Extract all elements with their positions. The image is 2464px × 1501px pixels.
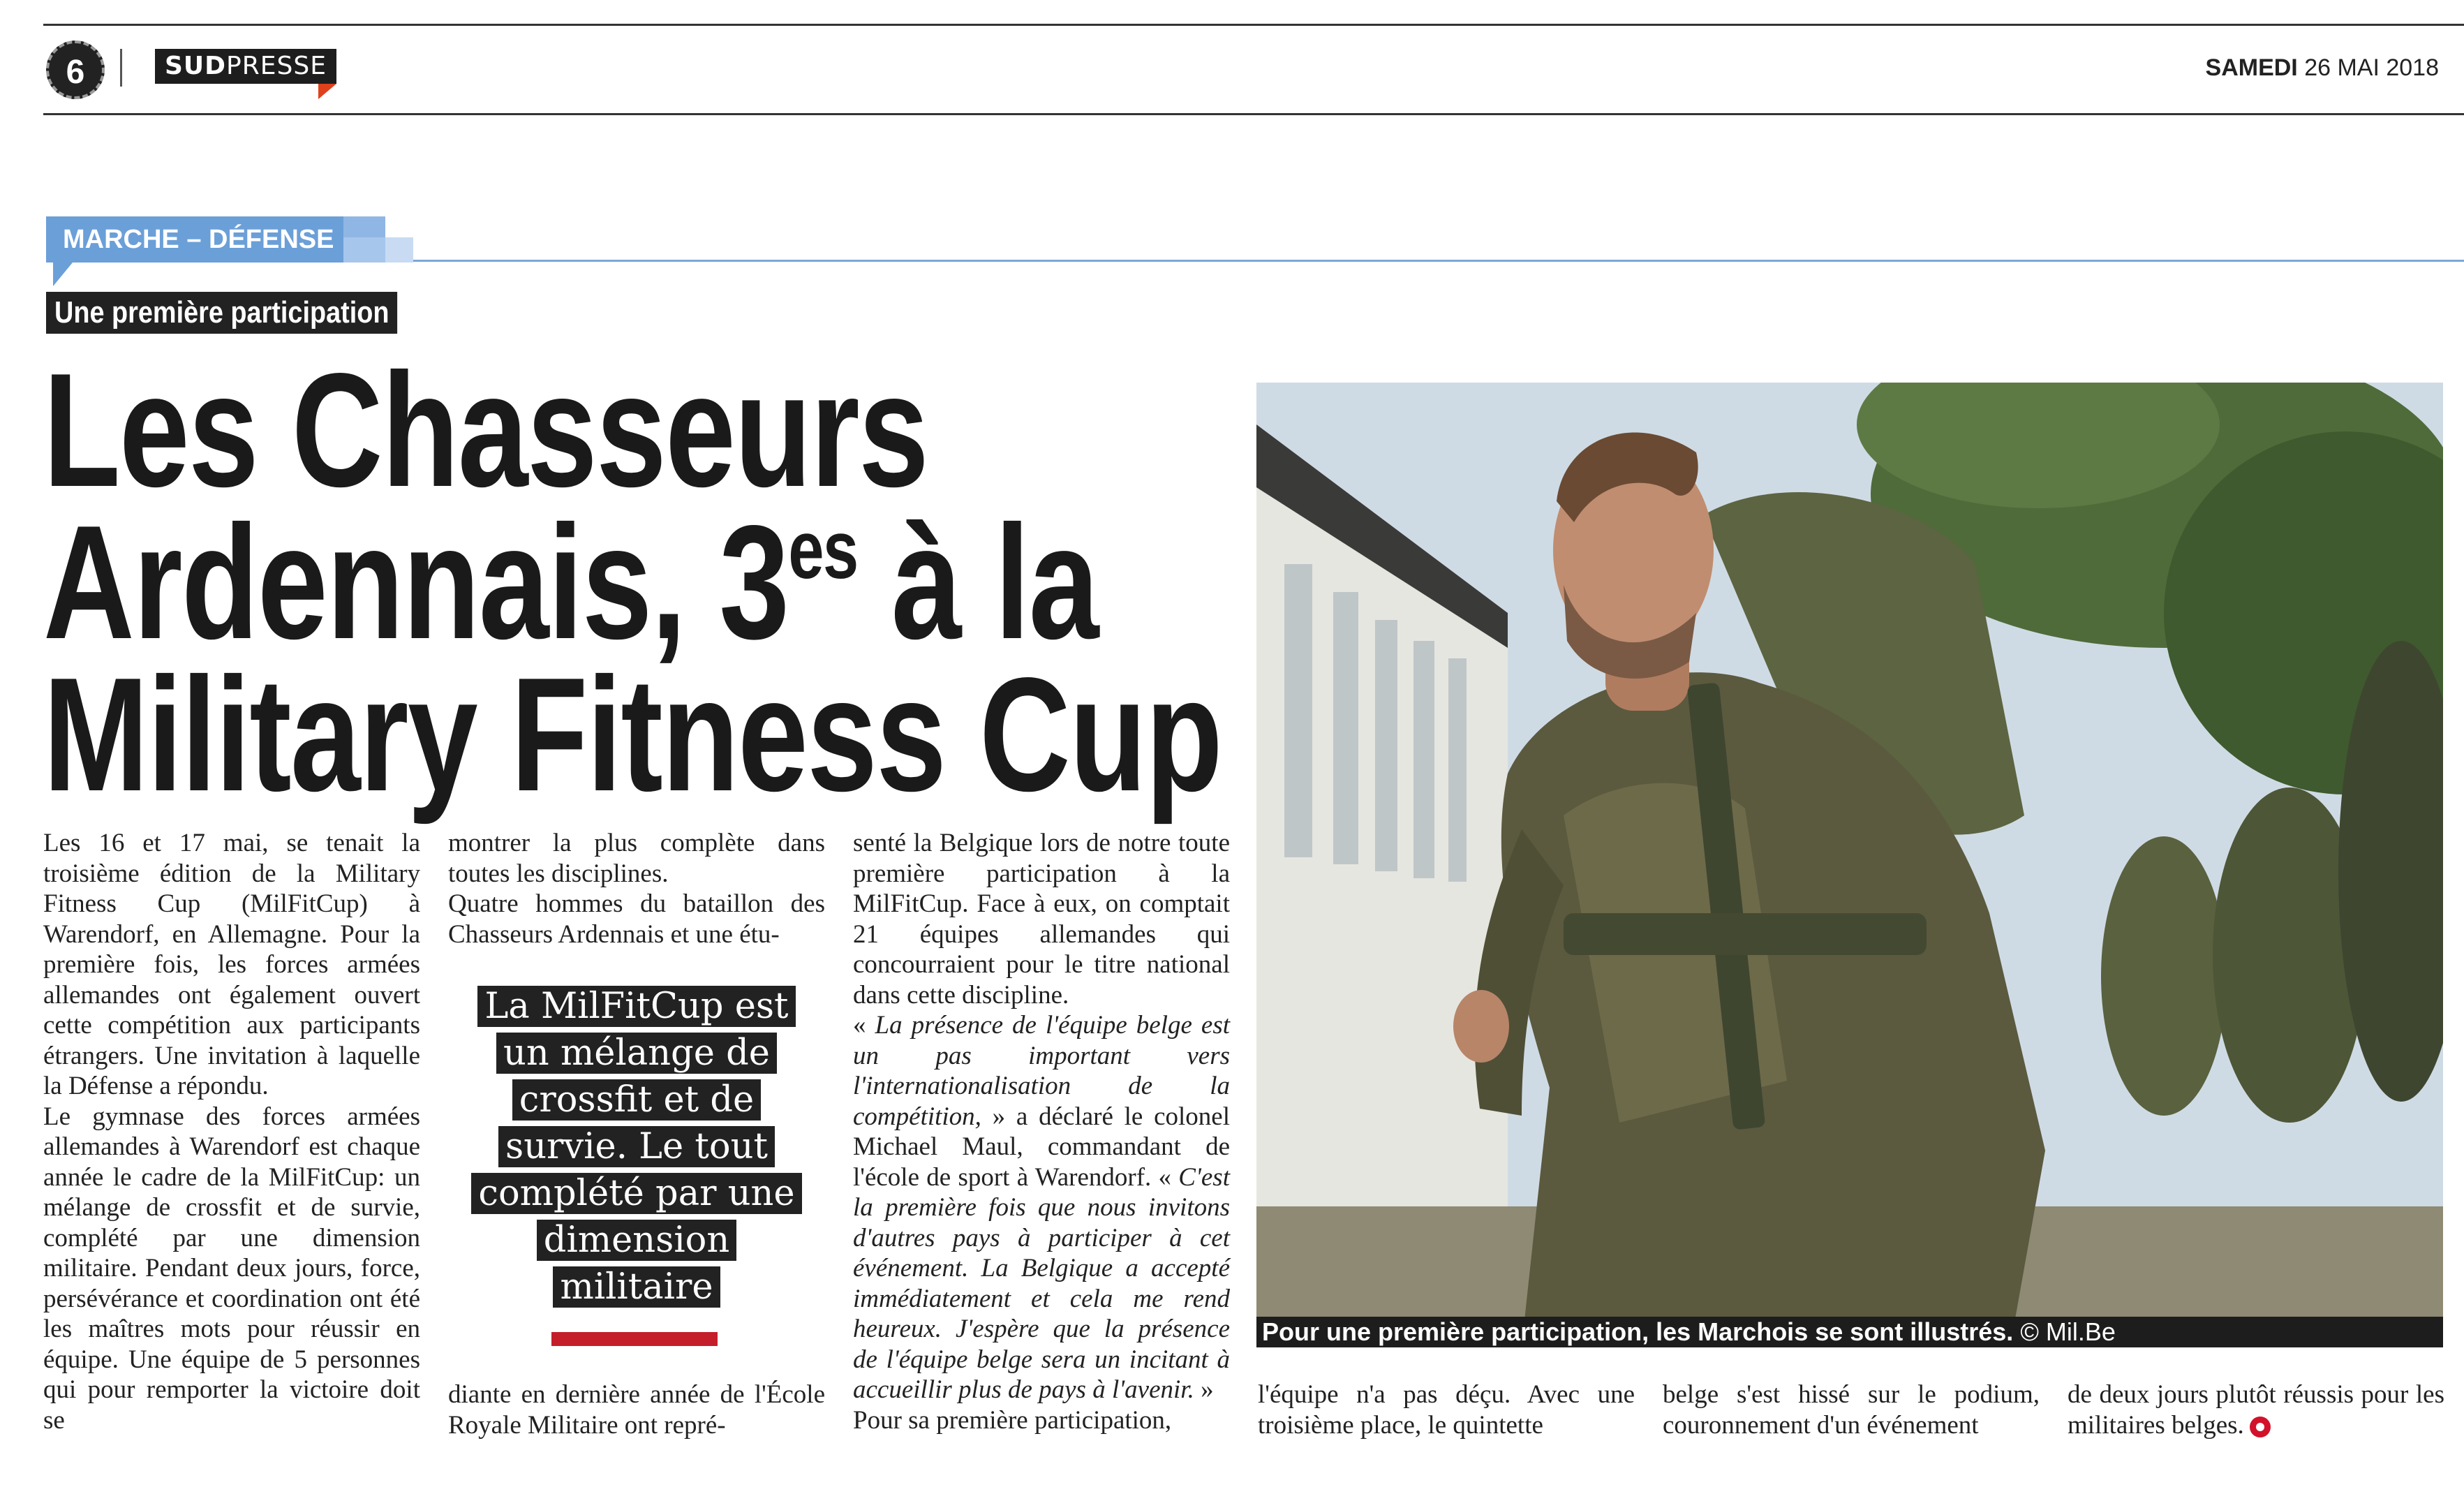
- header-top-rule: [43, 24, 2464, 26]
- section-pixel-decoration: [343, 216, 385, 237]
- brand-logo: [155, 49, 336, 84]
- issue-date: [2206, 54, 2439, 82]
- section-tag: MARCHE – DÉFENSE: [46, 216, 351, 263]
- headline: [43, 340, 1241, 825]
- brand-logo-rest: PRESSE: [226, 52, 327, 80]
- photo-illustration: [1256, 383, 2443, 1346]
- headline-line-2b: à la: [857, 492, 1098, 673]
- photo-caption: [1256, 1317, 2443, 1347]
- page-number-badge: 6: [46, 40, 105, 99]
- pull-quote-accent-bar: [551, 1332, 718, 1346]
- section-tag-tail: [53, 263, 73, 286]
- headline-line-3: Military Fitness Cup: [43, 644, 1222, 825]
- pull-quote-line: complété par une: [471, 1173, 801, 1214]
- issue-date-rest: 26 MAI 2018: [2297, 54, 2439, 81]
- section-pixel-decoration: [385, 237, 413, 263]
- article-column-2: [448, 828, 825, 949]
- brand-logo-bold: SUD: [165, 52, 227, 80]
- quote-text: La présence de l'équipe belge est un pas important vers l'internationalisation de la compétition,: [853, 1011, 1231, 1131]
- article-column-2-bottom: diante en dernière année de l'École Royale Militaire ont repré-: [448, 1380, 825, 1440]
- photo-caption-text: Pour une première participation, les Marchois se sont illustrés.: [1262, 1317, 2014, 1346]
- body-paragraph: Le gymnase des forces armées allemandes à Warendorf est chaque année le cadre de la MilFitCup: un mélange de crossfit et de survie, complété par une dimension militaire. Pendant deux jours, force, persévérance et coordination ont été les maîtres mots pour réussir en équipe. Une équipe de 5 personnes qui pour remporter la victoire doit se: [43, 1102, 420, 1435]
- kicker: Une première participation: [46, 292, 398, 334]
- section-pixel-decoration: [343, 237, 385, 263]
- quote-mark: »: [1194, 1375, 1214, 1404]
- article-column-4: l'équipe n'a pas déçu. Avec une troisième place, le quintette: [1258, 1380, 1635, 1440]
- body-paragraph: Pour sa première participation,: [853, 1405, 1172, 1435]
- body-paragraph: senté la Belgique lors de notre toute première participation à la MilFitCup. Face à eux, on comptait 21 équipes allemandes qui concourraient pour le titre national dans cette discipline.: [853, 829, 1230, 1010]
- article-column-3: [853, 828, 1230, 1435]
- pull-quote: [448, 983, 825, 1310]
- body-paragraph: montrer la plus complète dans toutes les disciplines.: [448, 829, 825, 888]
- pull-quote-line: La MilFitCup est: [477, 986, 795, 1027]
- pull-quote-line: un mélange de: [496, 1033, 777, 1074]
- headline-superscript: es: [788, 504, 858, 596]
- headline-line-1: Les Chasseurs: [43, 340, 928, 521]
- quote-text: C'est la première fois que nous invitons d'autres pays à participer à cet événement. La Belgique a accepté immédiatement et cela me rend heureux. J'espère que la présence de l'équipe belge sera un incitant à accueillir plus de pays à l'avenir.: [853, 1162, 1230, 1404]
- quote-attribution: » a déclaré le colonel Michael Maul, commandant de l'école de sport à Warendorf. «: [853, 1102, 1230, 1192]
- quote-paragraph: [853, 1010, 1230, 1405]
- body-paragraph: de deux jours plutôt réussis pour les militaires belges.: [2068, 1380, 2444, 1440]
- pull-quote-line: militaire: [553, 1266, 720, 1308]
- photo-credit: © Mil.Be: [2013, 1317, 2116, 1346]
- pull-quote-line: survie. Le tout: [498, 1126, 775, 1167]
- quote-mark: «: [853, 1011, 875, 1040]
- header-separator: [120, 49, 122, 87]
- article-column-6: [2068, 1380, 2444, 1440]
- headline-line-2a: Ardennais, 3: [43, 492, 789, 673]
- end-of-article-icon: [2250, 1417, 2271, 1437]
- issue-date-day: SAMEDI: [2205, 54, 2298, 81]
- body-paragraph: Les 16 et 17 mai, se tenait la troisième édition de la Military Fitness Cup (MilFitCup) à Warendorf, en Allemagne. Pour la première fois, les forces armées allemandes ont également ouvert cette compétition aux participants étrangers. Une invitation à laquelle la Défense a répondu.: [43, 829, 420, 1100]
- pull-quote-line: crossfit et de: [512, 1079, 761, 1121]
- article-column-1: [43, 828, 420, 1435]
- article-column-5: belge s'est hissé sur le podium, couronnement d'un événement: [1663, 1380, 2040, 1440]
- brand-logo-triangle-icon: [318, 84, 336, 99]
- pull-quote-line: dimension: [537, 1220, 736, 1261]
- header-bottom-rule: [43, 113, 2464, 115]
- article-photo: [1256, 383, 2443, 1346]
- body-paragraph: Quatre hommes du bataillon des Chasseurs Ardennais et une étu-: [448, 889, 825, 949]
